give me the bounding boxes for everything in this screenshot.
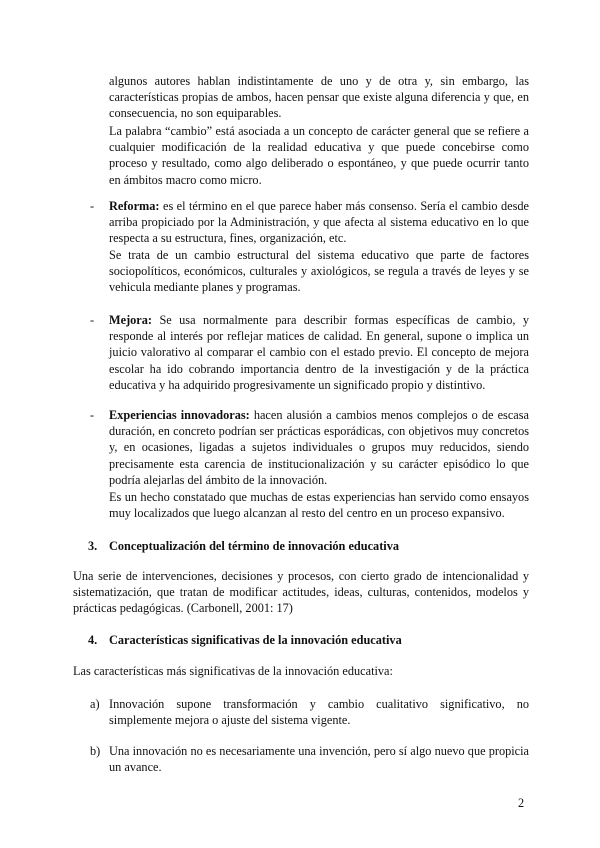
intro-paragraph-1: algunos autores hablan indistintamente de uno y de otra y, sin embargo, las características propias de ambos, hacen pensar que existe alguna diferencia y que, en consecuencia, no son equiparables.	[109, 74, 529, 121]
list-dash: -	[90, 408, 95, 422]
experiencias-paragraph-2: Es un hecho constatado que muchas de estas experiencias han servido como ensayos muy localizados que luego alcanzan al resto del centro en un proceso expansivo.	[109, 490, 529, 521]
list-dash: -	[90, 199, 95, 213]
section-4-title: Características significativas de la innovación educativa	[109, 633, 402, 647]
list-item-text: Innovación supone transformación y cambio cualitativo significativo, no simplemente mejora o ajuste del sistema vigente.	[109, 697, 529, 728]
section-3-body: Una serie de intervenciones, decisiones y procesos, con cierto grado de intencionalidad y sistematización, que tratan de modificar actitudes, ideas, culturas, contenidos, modelos y prácticas pedagógicas. (Carbonell, 2001: 17)	[73, 569, 529, 616]
section-3-number: 3.	[88, 539, 98, 553]
mejora-paragraph	[109, 312, 529, 393]
list-item-text: Una innovación no es necesariamente una invención, pero sí algo nuevo que propicia un avance.	[109, 744, 529, 775]
section-3-heading	[88, 538, 399, 554]
reforma-paragraph-2: Se trata de un cambio estructural del sistema educativo que parte de factores sociopolíticos, económicos, culturales y axiológicos, se regula a través de leyes y se vehicula mediante planes y programas.	[109, 248, 529, 295]
section-4-intro: Las características más significativas de la innovación educativa:	[73, 664, 393, 678]
mejora-term: Mejora:	[109, 313, 153, 327]
reforma-paragraph	[109, 198, 529, 247]
page-number: 2	[518, 796, 525, 810]
section-3-title: Conceptualización del término de innovación educativa	[109, 539, 399, 553]
reforma-text: es el término en el que parece haber más consenso. Sería el cambio desde arriba propiciado por la Administración, y que afecta al sistema educativo en lo que respecta a su estructura, fines, organización, etc.	[109, 199, 530, 246]
experiencias-paragraph	[109, 407, 529, 488]
section-4-heading	[88, 632, 402, 648]
list-item-marker: b)	[90, 744, 101, 758]
experiencias-term: Experiencias innovadoras:	[109, 408, 250, 422]
reforma-term: Reforma:	[109, 199, 160, 213]
section-4-number: 4.	[88, 633, 98, 647]
list-item-marker: a)	[90, 697, 100, 711]
mejora-text: Se usa normalmente para describir formas específicas de cambio, y responde al interés por reflejar matices de calidad. En general, supone o implica un juicio valorativo al comparar el cambio con el estado previo. El concepto de mejora escolar ha ido cobrando importancia dentro de la investigación y de la práctica educativa y ha adquirido progresivamente un significado propio y distintivo.	[109, 313, 529, 392]
experiencias-text: hacen alusión a cambios menos complejos o de escasa duración, en concreto podrían ser prácticas esporádicas, con objetivos muy concretos y, en ocasiones, ligadas a sujetos individuales o grupos muy reducidos, siendo precisamente esta carencia de institucionalización y su carácter episódico lo que podría alejarlas del ámbito de la innovación.	[109, 408, 529, 487]
list-dash: -	[90, 313, 95, 327]
intro-paragraph-2: La palabra “cambio” está asociada a un concepto de carácter general que se refiere a cualquier modificación de la realidad educativa y que puede concebirse como proceso y resultado, como algo deliberado o espontáneo, y que puede ocurrir tanto en ámbitos macro como micro.	[109, 124, 529, 187]
